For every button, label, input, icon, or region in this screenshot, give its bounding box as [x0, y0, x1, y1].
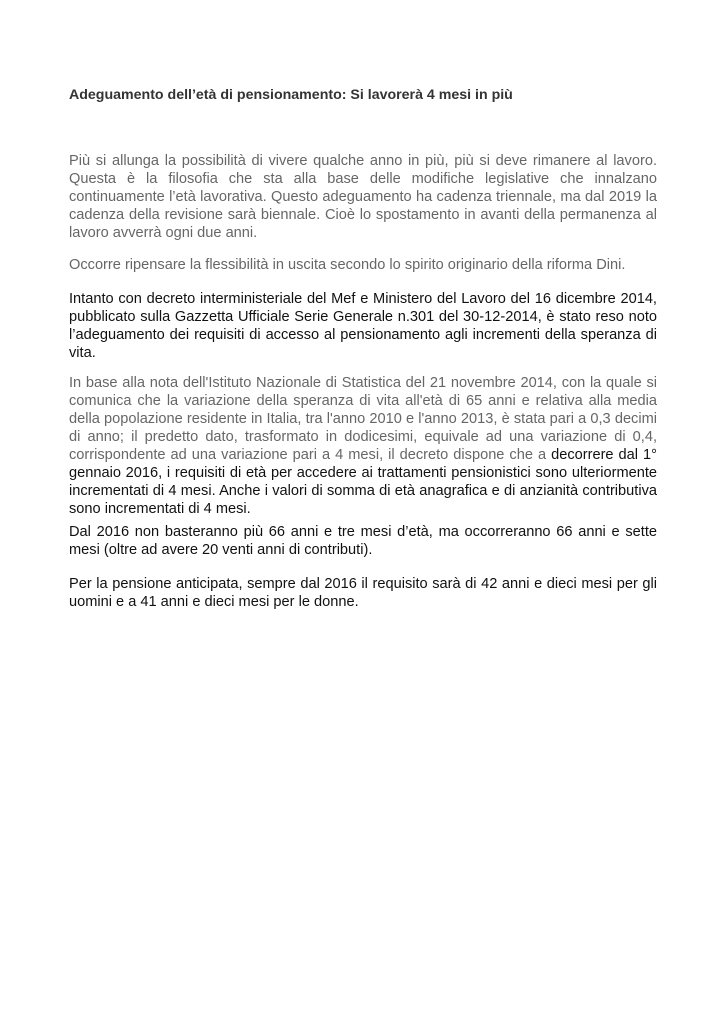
paragraph-early-pension: Per la pensione anticipata, sempre dal 2016 il requisito sarà di 42 anni e dieci mesi per gli uomini e a 41 anni e dieci mesi per le donne. — [69, 576, 657, 610]
paragraph-decree: Intanto con decreto interministeriale del Mef e Ministero del Lavoro del 16 dicembre 2014, pubblicato sulla Gazzetta Ufficiale Serie Generale n.301 del 30-12-2014, è stato reso noto l’adeguamento dei requisiti di accesso al pensionamento agli incrementi della speranza di vita. — [69, 291, 657, 361]
paragraph-istat-note-emphasis: decorrere dal 1° gennaio 2016, i requisiti di età per accedere ai trattamenti pensionistici sono ulteriormente incrementati di 4 mesi. Anche i valori di somma di età anagrafica e di anzianità contributiva sono incrementati di 4 mesi. — [69, 447, 657, 517]
paragraph-istat-note — [69, 374, 657, 518]
paragraph-flexibility: Occorre ripensare la flessibilità in uscita secondo lo spirito originario della riforma Dini. — [69, 257, 626, 273]
paragraph-istat-note-gray-text: In base alla nota dell'Istituto Nazionale di Statistica del 21 novembre 2014, con la quale si comunica che la variazione della speranza di vita all'età di 65 anni e relativa alla media della popolazione residente in Italia, tra l'anno 2010 e l'anno 2013, è stata pari a 0,3 decimi di anno; il predetto dato, trasformato in dodicesimi, equivale ad una variazione di 0,4, corrispondente ad una variazione pari a 4 mesi, il decreto dispone che a — [69, 375, 657, 463]
document-title: Adeguamento dell’età di pensionamento: Si lavorerà 4 mesi in più — [69, 87, 513, 103]
paragraph-2016-requirement: Dal 2016 non basteranno più 66 anni e tre mesi d’età, ma occorreranno 66 anni e sette mesi (oltre ad avere 20 venti anni di contributi). — [69, 524, 657, 558]
paragraph-life-expectancy-intro: Più si allunga la possibilità di vivere qualche anno in più, più si deve rimanere al lavoro. Questa è la filosofia che sta alla base delle modifiche legislative che innalzano continuamente l’età lavorativa. Questo adeguamento ha cadenza triennale, ma dal 2019 la cadenza della revisione sarà biennale. Cioè lo spostamento in avanti della permanenza al lavoro avverrà ogni due anni. — [69, 153, 657, 241]
